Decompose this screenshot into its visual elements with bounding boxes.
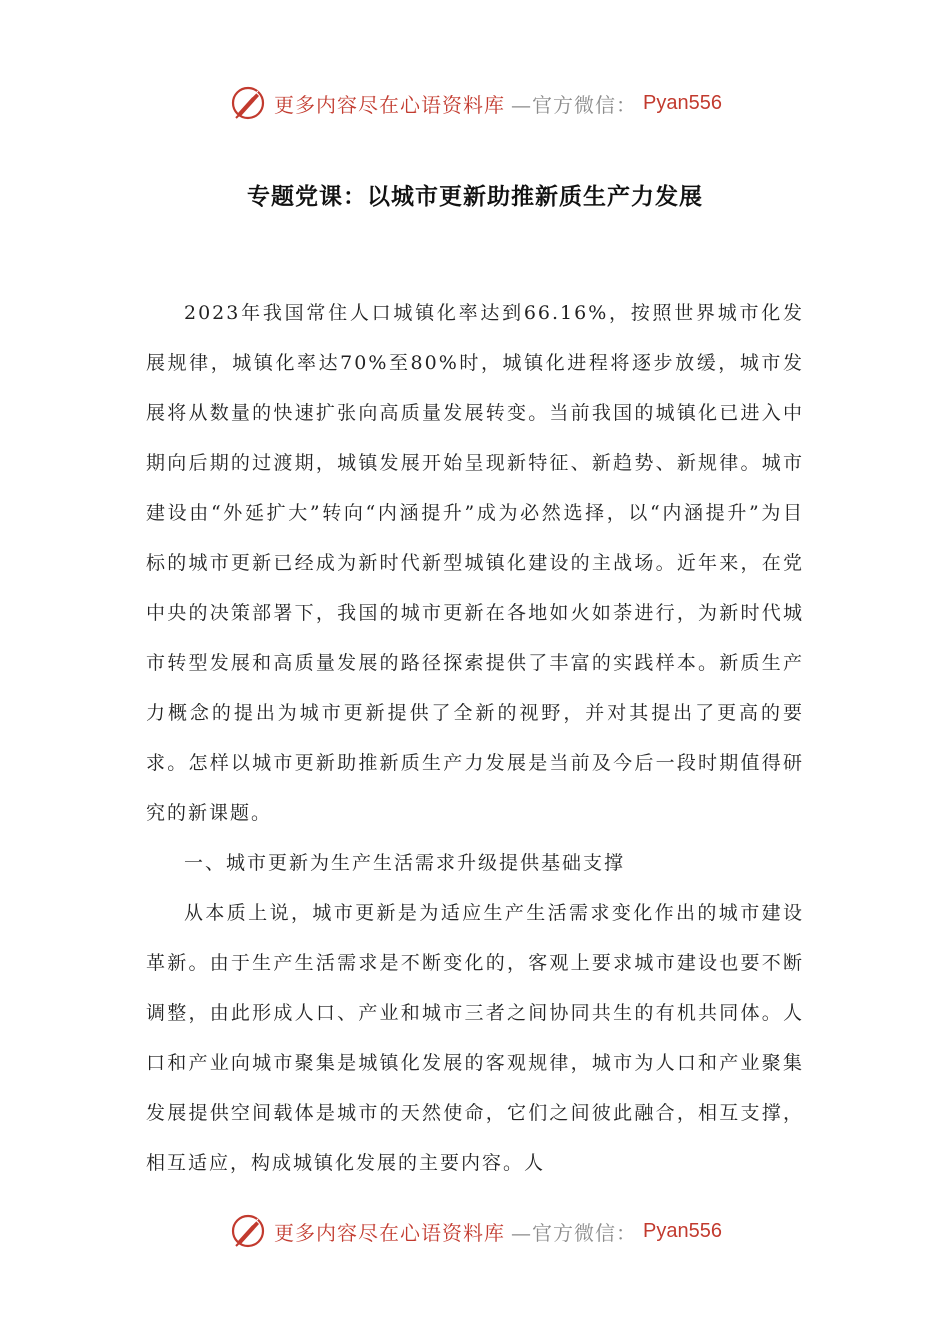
watermark-official-label: —官方微信： — [511, 1220, 638, 1245]
watermark-banner-bottom — [0, 1206, 950, 1256]
quill-pen-logo-icon — [228, 83, 268, 123]
paragraph-intro: 2023年我国常住人口城镇化率达到66.16%，按照世界城市化发展规律，城镇化率达70%至80%时，城镇化进程将逐步放缓，城市发展将从数量的快速扩张向高质量发展转变。当前我国的城镇化已进入中期向后期的过渡期，城镇发展开始呈现新特征、新趋势、新规律。城市建设由“外延扩大”转向“内涵提升”成为必然选择，以“内涵提升”为目标的城市更新已经成为新时代新型城镇化建设的主战场。近年来，在党中央的决策部署下，我国的城市更新在各地如火如荼进行，为新时代城市转型发展和高质量发展的路径探索提供了丰富的实践样本。新质生产力概念的提出为城市更新提供了全新的视野，并对其提出了更高的要求。怎样以城市更新助推新质生产力发展是当前及今后一段时期值得研究的新课题。 — [146, 302, 804, 824]
watermark-wechat-id: Pyan556 — [643, 1219, 722, 1242]
watermark-wechat-id: Pyan556 — [643, 91, 722, 114]
watermark-official-label: —官方微信： — [511, 92, 638, 117]
section-heading-1: 一、城市更新为生产生活需求升级提供基础支撑 — [184, 852, 626, 874]
document-title: 专题党课：以城市更新助推新质生产力发展 — [247, 184, 703, 210]
quill-pen-logo-icon — [228, 1211, 268, 1251]
watermark-text: 更多内容尽在心语资料库 — [274, 92, 506, 117]
paragraph-section-1: 从本质上说，城市更新是为适应生产生活需求变化作出的城市建设革新。由于生产生活需求是不断变化的，客观上要求城市建设也要不断调整，由此形成人口、产业和城市三者之间协同共生的有机共同体。人口和产业向城市聚集是城镇化发展的客观规律，城市为人口和产业聚集发展提供空间载体是城市的天然使命，它们之间彼此融合，相互支撑，相互适应，构成城镇化发展的主要内容。人 — [146, 902, 804, 1174]
watermark-banner-top — [0, 78, 950, 128]
watermark-text: 更多内容尽在心语资料库 — [274, 1220, 506, 1245]
document-body — [146, 288, 804, 1188]
